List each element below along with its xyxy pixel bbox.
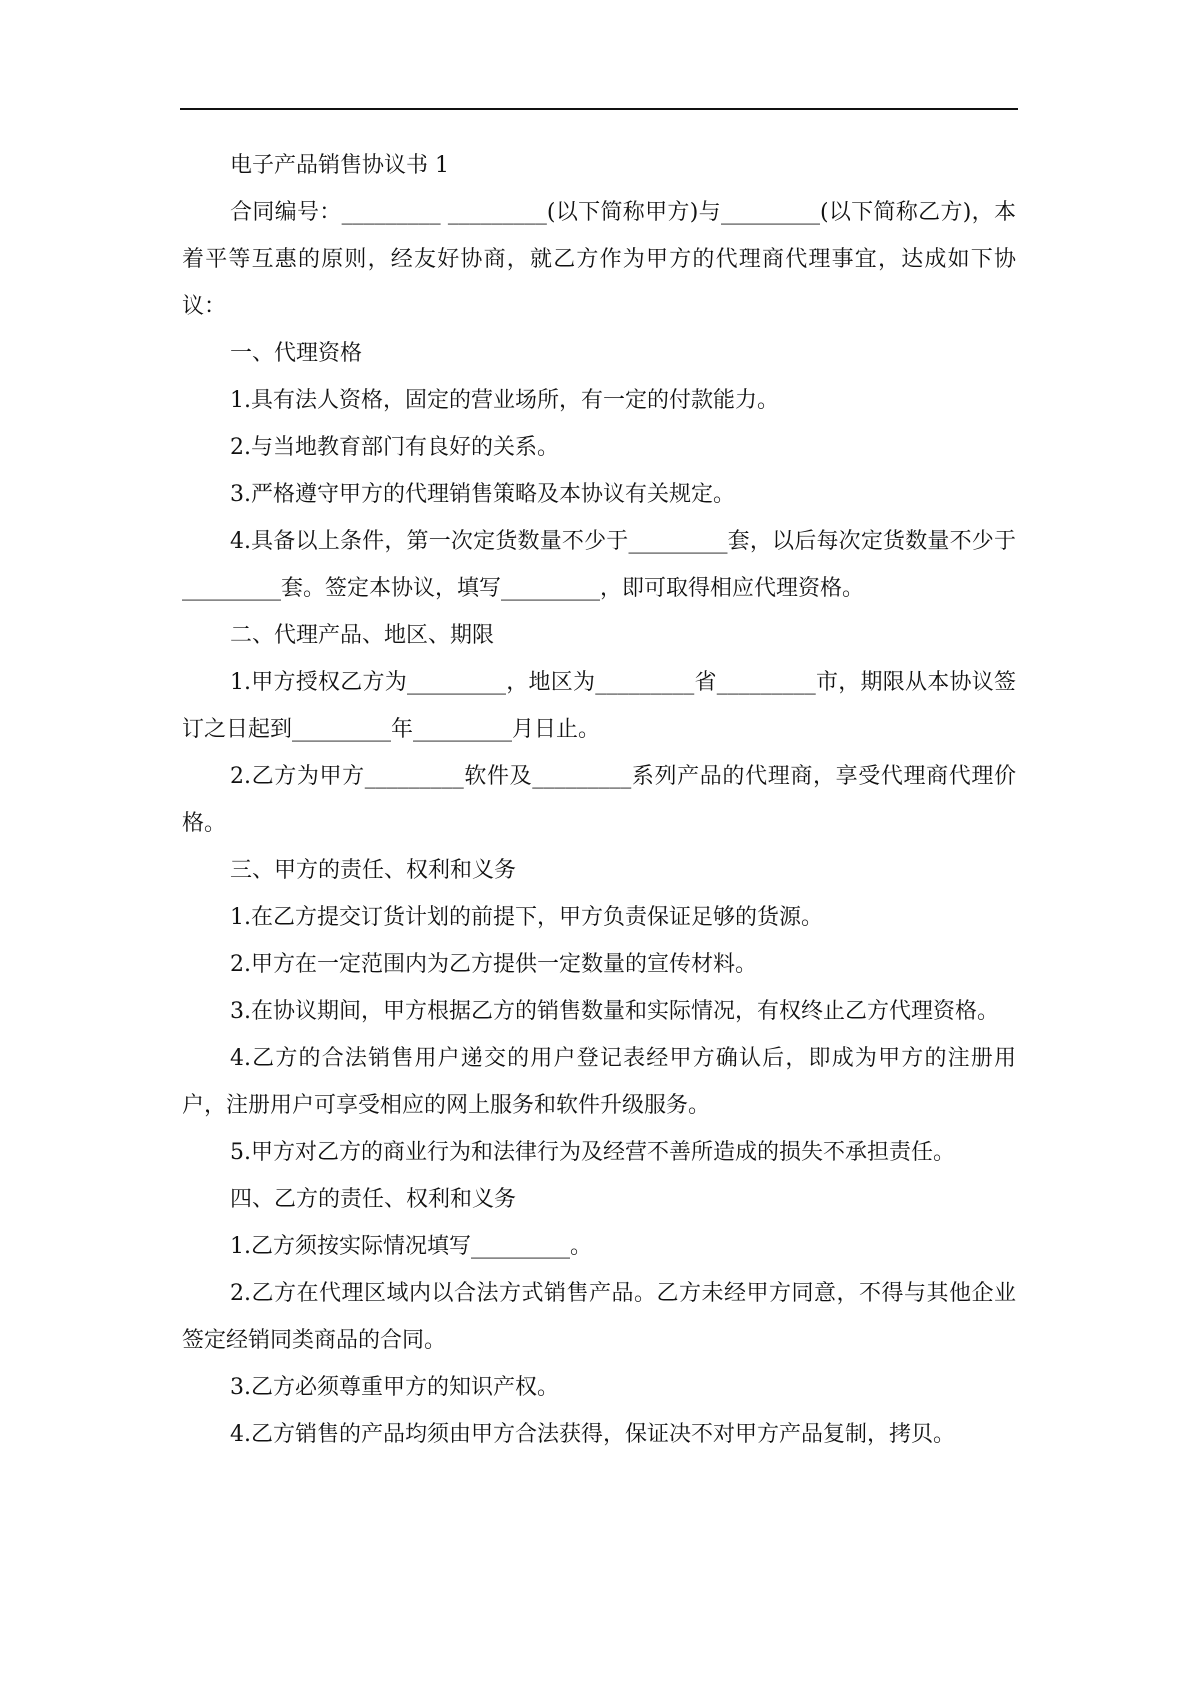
- section-heading: 三、甲方的责任、权利和义务: [230, 858, 517, 883]
- paragraph: 1.在乙方提交订货计划的前提下，甲方负责保证足够的货源。: [230, 905, 823, 930]
- paragraph: 3.乙方必须尊重甲方的知识产权。: [230, 1375, 559, 1400]
- paragraph: 2.与当地教育部门有良好的关系。: [230, 435, 559, 460]
- section-heading: 四、乙方的责任、权利和义务: [230, 1187, 517, 1212]
- section-heading: 一、代理资格: [230, 341, 363, 366]
- paragraph: 2.乙方在代理区域内以合法方式销售产品。乙方未经甲方同意，不得与其他企业签定经销同类商品的合同。: [182, 1281, 1016, 1353]
- paragraph: 1.乙方须按实际情况填写_________。: [230, 1234, 592, 1259]
- paragraph: 5.甲方对乙方的商业行为和法律行为及经营不善所造成的损失不承担责任。: [230, 1140, 955, 1165]
- paragraph: 4.乙方销售的产品均须由甲方合法获得，保证决不对甲方产品复制，拷贝。: [230, 1422, 955, 1447]
- paragraph: 1.甲方授权乙方为_________，地区为_________省_________市，期限从本协议签订之日起到_________年_________月日止。: [182, 670, 1016, 742]
- section-heading: 二、代理产品、地区、期限: [230, 623, 495, 648]
- document-body: [182, 142, 1016, 1458]
- paragraph: 4.乙方的合法销售用户递交的用户登记表经甲方确认后，即成为甲方的注册用户，注册用户可享受相应的网上服务和软件升级服务。: [182, 1046, 1016, 1118]
- paragraph: 4.具备以上条件，第一次定货数量不少于_________套，以后每次定货数量不少于_________套。签定本协议，填写_________，即可取得相应代理资格。: [182, 529, 1016, 601]
- paragraph: 2.甲方在一定范围内为乙方提供一定数量的宣传材料。: [230, 952, 757, 977]
- document-title: 电子产品销售协议书 1: [230, 153, 449, 178]
- paragraph: 2.乙方为甲方_________软件及_________系列产品的代理商，享受代理商代理价格。: [182, 764, 1016, 836]
- header-rule: [180, 108, 1018, 110]
- paragraph: 1.具有法人资格，固定的营业场所，有一定的付款能力。: [230, 388, 779, 413]
- paragraph: 合同编号：_________ _________(以下简称甲方)与_________(以下简称乙方)，本着平等互惠的原则，经友好协商，就乙方作为甲方的代理商代理事宜，达成如下协议：: [182, 200, 1016, 319]
- paragraph: 3.在协议期间，甲方根据乙方的销售数量和实际情况，有权终止乙方代理资格。: [230, 999, 999, 1024]
- paragraph: 3.严格遵守甲方的代理销售策略及本协议有关规定。: [230, 482, 735, 507]
